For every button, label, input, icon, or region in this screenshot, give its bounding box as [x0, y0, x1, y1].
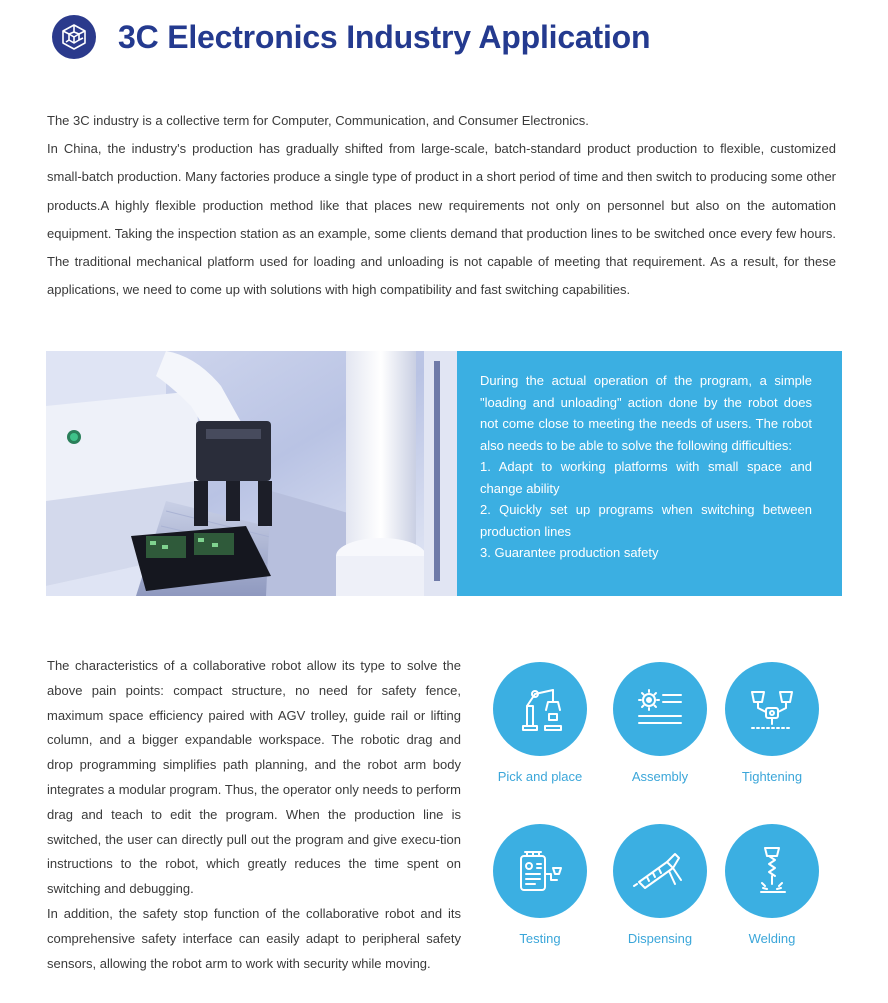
application-pick-and-place	[475, 662, 605, 784]
testing-icon	[493, 824, 587, 918]
characteristics-paragraph: The characteristics of a collaborative robot allow its type to solve the above pain points: compact structure, no need for safety fence, maximum space efficiency paired with AGV trolley, guide rail or lifting column, and a bigger expandable workspace. The robotic drag and drop programming simplifies path planning, and the robot arm body integrates a modular program. Thus, the operator only needs to perform drag and teach to edit the program. When the production line is switched, the user can directly pull out the program and give execu-tion instructions to the robot, which greatly reduces the time spent on switching and debugging.	[47, 658, 461, 897]
intro-text	[47, 107, 836, 304]
page-header	[52, 13, 650, 61]
cube-logo-icon	[52, 15, 96, 59]
application-label: Testing	[519, 931, 561, 946]
feature-banner	[46, 351, 842, 596]
application-label: Dispensing	[627, 931, 693, 946]
difficulties-panel	[457, 351, 842, 596]
application-label: Pick and place	[497, 769, 583, 784]
application-tightening	[707, 662, 837, 784]
difficulty-item: 2. Quickly set up programs when switching between production lines	[480, 502, 812, 539]
intro-paragraph: In China, the industry's production has gradually shifted from large-scale, batch-standard product production to flexible, customized small-batch production. Many factories produce a single type of product in a short period of time and then switch to producing some other products.A highly flexible production method like that places new requirements not only on personnel but also on the automation equipment. Taking the inspection station as an example, some clients demand that production lines to be switched once every few hours. The traditional mechanical platform used for loading and unloading is not capable of meeting that requirement. As a result, for these applications, we need to come up with solutions with high compatibility and fast switching capabilities.	[47, 141, 836, 298]
difficulties-intro: During the actual operation of the program, a simple "loading and unloading" action done by the robot does not come close to meeting the needs of users. The robot also needs to be able to solve the following difficulties:	[480, 373, 812, 453]
application-label: Assembly	[631, 769, 689, 784]
application-assembly	[595, 662, 725, 784]
application-testing	[475, 824, 605, 946]
application-label: Welding	[748, 931, 796, 946]
robot-arm-photo	[46, 351, 457, 596]
applications-grid	[490, 662, 840, 962]
intro-paragraph: The 3C industry is a collective term for Computer, Communication, and Consumer Electronics.	[47, 113, 589, 128]
assembly-icon	[613, 662, 707, 756]
difficulty-item: 1. Adapt to working platforms with small space and change ability	[480, 459, 812, 496]
application-label: Tightening	[741, 769, 803, 784]
page-title: 3C Electronics Industry Application	[118, 18, 651, 55]
characteristics-text	[47, 654, 461, 976]
characteristics-paragraph: In addition, the safety stop function of the collaborative robot and its comprehensive safety interface can easily adapt to peripheral safety sensors, allowing the robot arm to work with security while moving.	[47, 905, 461, 971]
welding-icon	[725, 824, 819, 918]
pick-and-place-icon	[493, 662, 587, 756]
difficulty-item: 3. Guarantee production safety	[480, 545, 659, 560]
application-dispensing	[595, 824, 725, 946]
application-welding	[707, 824, 837, 946]
dispensing-icon	[613, 824, 707, 918]
tightening-icon	[725, 662, 819, 756]
